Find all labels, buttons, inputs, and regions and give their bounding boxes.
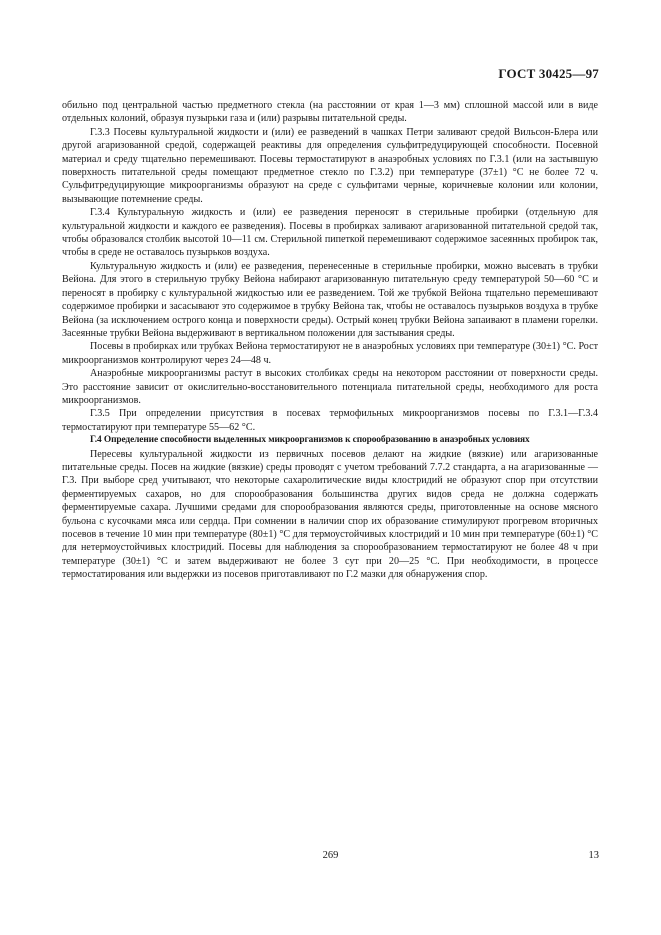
paragraph-incubation: Посевы в пробирках или трубках Вейона термостатируют не в анаэробных условиях при температуре (30±1) °С. Рост микроорганизмов контролируют через 24—48 ч. xyxy=(62,341,598,366)
paragraph-veyon-tubes: Культуральную жидкость и (или) ее разведения, перенесенные в стерильные пробирки, можно высевать в трубки Вейона. Для этого в стерильную трубку Вейона набирают агаризованную питательную среду температурой 50—60 °С и переносят в пробирку с культуральной жидкостью или ее разведением. Той же трубкой Вейона тщательно перемешивают содержимое пробирки и засасывают это содержимое в трубку Вейона так, чтобы не оставалось пузырьков воздуха в трубке Вейона (за исключением острого конца и поверхности среды). Острый конец трубки Вейона запаивают в пламени горелки. Засеянные трубки Вейона выдерживают в вертикальном положении для застывания среды. xyxy=(62,260,598,339)
document-body xyxy=(62,99,598,582)
paragraph-g-3-4: Г.3.4 Культуральную жидкость и (или) ее разведения переносят в стерильные пробирки (отдельную для культуральной жидкости и каждого ее разведения). Посевы в пробирках заливают агаризованной питательной средой так, чтобы образовался столбик высотой 10—11 см. Стерильной пипеткой перемешивают содержимое засеянных пробирок так, чтобы в среде не оставалось пузырьков воздуха. xyxy=(62,207,598,259)
paragraph-g-3-5: Г.3.5 При определении присутствия в посевах термофильных микроорганизмов посевы по Г.3.1—Г.3.4 термостатируют при температуре 55—62 °С. xyxy=(62,408,598,433)
paragraph-anaerobic-growth: Анаэробные микроорганизмы растут в высоких столбиках среды на некотором расстоянии от поверхности среды. Это расстояние зависит от окислительно-восстановительного потенциала питательной среды, необходимого для роста микроорганизмов. xyxy=(62,368,598,406)
paragraph-continuation: обильно под центральной частью предметного стекла (на расстоянии от края 1—3 мм) сплошной массой или в виде отдельных колоний, образуя пузырьки газа и (или) разрывы питательной среды. xyxy=(62,100,598,125)
paragraph-g-3-3: Г.3.3 Посевы культуральной жидкости и (или) ее разведений в чашках Петри заливают средой Вильсон-Блера или другой агаризованной средой, содержащей реактивы для определения сульфитредуцирующей способности. Посевной материал и среду тщательно перемешивают. Посевы термостатируют в анаэробных условиях по Г.3.1 (или на застывшую поверхность питательной среды помещают предметное стекло по Г.3.2) при температуре (37±1) °С не более 72 ч. Сульфитредуцирующие микроорганизмы образуют на среде с сульфитами черные, коричневые колонии или колонии, вызывающие потемнение среды. xyxy=(62,126,598,205)
sheet-number: 13 xyxy=(588,850,599,861)
paragraph-subcultures: Пересевы культуральной жидкости из первичных посевов делают на жидкие (вязкие) или агаризованные питательные среды. Посев на жидкие (вязкие) среды проводят с учетом требований 7.7.2 стандарта, а на агаризованные — Г.3. При выборе сред учитывают, что некоторые сахаролитические виды клостридий не образуют спор при отсутствии ферментируемых сахаров, но для спорообразования большинства других видов среда не должна содержать ферментируемые сахара. Лучшими средами для спорообразования являются среды, приготовленные на основе мясного бульона с кусочками мяса или сердца. При сомнении в наличии спор их образование стимулируют прогревом вторичных посевов в течение 10 мин при температуре (80±1) °С для термоустойчивых клостридий и 10 мин при температуре (60±1) °С для нетермоустойчивых клостридий. Посевы для наблюдения за спорообразованием термостатируют не более 48 ч при температуре (30±1) °С и затем выдерживают не более 3 сут при 20—25 °С. При необходимости, в процессе термостатирования или выдержки из посевов приготавливают по Г.2 мазки для обнаружения спор. xyxy=(62,448,598,581)
section-heading-g-4: Г.4 Определение способности выделенных микроорганизмов к спорообразованию в анаэробных условиях xyxy=(90,435,530,446)
page-number: 269 xyxy=(322,850,339,861)
standard-header: ГОСТ 30425—97 xyxy=(498,66,599,81)
